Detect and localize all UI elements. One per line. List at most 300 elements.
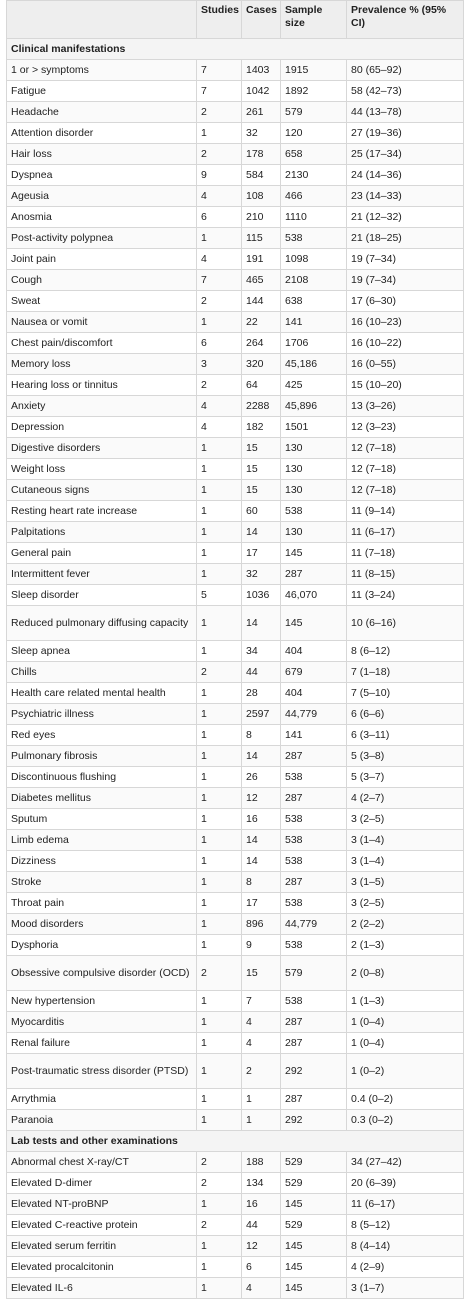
table-row xyxy=(7,956,464,991)
prevalence-cell: 1 (0–4) xyxy=(347,1012,464,1033)
studies-cell: 1 xyxy=(197,935,242,956)
prevalence-cell: 19 (7–34) xyxy=(347,270,464,291)
studies-cell: 1 xyxy=(197,809,242,830)
table-header xyxy=(7,1,464,39)
prevalence-cell: 58 (42–73) xyxy=(347,81,464,102)
prevalence-cell: 3 (1–4) xyxy=(347,830,464,851)
sample-size-cell: 1915 xyxy=(281,60,347,81)
studies-cell: 1 xyxy=(197,788,242,809)
row-label: General pain xyxy=(7,543,197,564)
sample-size-cell: 538 xyxy=(281,830,347,851)
row-label: Palpitations xyxy=(7,522,197,543)
table-row xyxy=(7,704,464,725)
sample-size-cell: 145 xyxy=(281,606,347,641)
cases-cell: 115 xyxy=(242,228,281,249)
studies-cell: 1 xyxy=(197,1012,242,1033)
studies-cell: 1 xyxy=(197,606,242,641)
studies-cell: 4 xyxy=(197,417,242,438)
table-row xyxy=(7,830,464,851)
sample-size-cell: 130 xyxy=(281,459,347,480)
cases-cell: 64 xyxy=(242,375,281,396)
table-row xyxy=(7,914,464,935)
studies-cell: 1 xyxy=(197,641,242,662)
table-row xyxy=(7,1110,464,1131)
sample-size-cell: 529 xyxy=(281,1173,347,1194)
cases-cell: 2 xyxy=(242,1054,281,1089)
row-label: Anosmia xyxy=(7,207,197,228)
table-row xyxy=(7,1054,464,1089)
header-studies: Studies xyxy=(197,1,242,39)
header-cases: Cases xyxy=(242,1,281,39)
header-label xyxy=(7,1,197,39)
studies-cell: 2 xyxy=(197,1173,242,1194)
cases-cell: 44 xyxy=(242,662,281,683)
table-row xyxy=(7,641,464,662)
table-row xyxy=(7,354,464,375)
sample-size-cell: 425 xyxy=(281,375,347,396)
cases-cell: 22 xyxy=(242,312,281,333)
sample-size-cell: 46,070 xyxy=(281,585,347,606)
table-row xyxy=(7,186,464,207)
studies-cell: 1 xyxy=(197,564,242,585)
row-label: Hearing loss or tinnitus xyxy=(7,375,197,396)
cases-cell: 14 xyxy=(242,606,281,641)
row-label: Cough xyxy=(7,270,197,291)
studies-cell: 5 xyxy=(197,585,242,606)
prevalence-cell: 1 (0–4) xyxy=(347,1033,464,1054)
prevalence-cell: 20 (6–39) xyxy=(347,1173,464,1194)
table-row xyxy=(7,809,464,830)
prevalence-cell: 12 (3–23) xyxy=(347,417,464,438)
cases-cell: 9 xyxy=(242,935,281,956)
cases-cell: 320 xyxy=(242,354,281,375)
sample-size-cell: 145 xyxy=(281,1194,347,1215)
table-row xyxy=(7,991,464,1012)
header-row xyxy=(7,1,464,39)
table-row xyxy=(7,1152,464,1173)
table-row xyxy=(7,165,464,186)
sample-size-cell: 404 xyxy=(281,641,347,662)
prevalence-cell: 2 (1–3) xyxy=(347,935,464,956)
table-row xyxy=(7,543,464,564)
cases-cell: 8 xyxy=(242,872,281,893)
studies-cell: 4 xyxy=(197,186,242,207)
prevalence-cell: 11 (6–17) xyxy=(347,522,464,543)
table-row xyxy=(7,585,464,606)
sample-size-cell: 145 xyxy=(281,1278,347,1299)
sample-size-cell: 120 xyxy=(281,123,347,144)
studies-cell: 1 xyxy=(197,480,242,501)
row-label: Nausea or vomit xyxy=(7,312,197,333)
cases-cell: 465 xyxy=(242,270,281,291)
studies-cell: 1 xyxy=(197,725,242,746)
table-row xyxy=(7,851,464,872)
cases-cell: 4 xyxy=(242,1033,281,1054)
studies-cell: 4 xyxy=(197,249,242,270)
prevalence-cell: 3 (1–4) xyxy=(347,851,464,872)
row-label: Weight loss xyxy=(7,459,197,480)
sample-size-cell: 130 xyxy=(281,522,347,543)
sample-size-cell: 145 xyxy=(281,1236,347,1257)
prevalence-cell: 15 (10–20) xyxy=(347,375,464,396)
sample-size-cell: 538 xyxy=(281,809,347,830)
sample-size-cell: 287 xyxy=(281,746,347,767)
table-row xyxy=(7,459,464,480)
table-row xyxy=(7,102,464,123)
prevalence-cell: 1 (1–3) xyxy=(347,991,464,1012)
prevalence-cell: 0.4 (0–2) xyxy=(347,1089,464,1110)
cases-cell: 182 xyxy=(242,417,281,438)
table-row xyxy=(7,1257,464,1278)
prevalence-table xyxy=(6,0,464,1299)
studies-cell: 2 xyxy=(197,102,242,123)
row-label: Psychiatric illness xyxy=(7,704,197,725)
table-row xyxy=(7,375,464,396)
row-label: Memory loss xyxy=(7,354,197,375)
prevalence-cell: 3 (1–7) xyxy=(347,1278,464,1299)
row-label: Mood disorders xyxy=(7,914,197,935)
studies-cell: 1 xyxy=(197,438,242,459)
prevalence-cell: 27 (19–36) xyxy=(347,123,464,144)
cases-cell: 34 xyxy=(242,641,281,662)
cases-cell: 16 xyxy=(242,809,281,830)
cases-cell: 14 xyxy=(242,746,281,767)
sample-size-cell: 1501 xyxy=(281,417,347,438)
cases-cell: 15 xyxy=(242,480,281,501)
studies-cell: 1 xyxy=(197,522,242,543)
studies-cell: 1 xyxy=(197,704,242,725)
row-label: Stroke xyxy=(7,872,197,893)
prevalence-cell: 8 (6–12) xyxy=(347,641,464,662)
row-label: Obsessive compulsive disorder (OCD) xyxy=(7,956,197,991)
table-row xyxy=(7,872,464,893)
studies-cell: 1 xyxy=(197,767,242,788)
table-row xyxy=(7,767,464,788)
prevalence-cell: 12 (7–18) xyxy=(347,480,464,501)
sample-size-cell: 1892 xyxy=(281,81,347,102)
sample-size-cell: 44,779 xyxy=(281,704,347,725)
row-label: Elevated IL-6 xyxy=(7,1278,197,1299)
studies-cell: 1 xyxy=(197,914,242,935)
sample-size-cell: 404 xyxy=(281,683,347,704)
row-label: Attention disorder xyxy=(7,123,197,144)
prevalence-cell: 6 (3–11) xyxy=(347,725,464,746)
row-label: Sweat xyxy=(7,291,197,312)
row-label: 1 or > symptoms xyxy=(7,60,197,81)
table-row xyxy=(7,1173,464,1194)
prevalence-cell: 16 (0–55) xyxy=(347,354,464,375)
cases-cell: 144 xyxy=(242,291,281,312)
sample-size-cell: 287 xyxy=(281,1012,347,1033)
prevalence-cell: 8 (5–12) xyxy=(347,1215,464,1236)
row-label: Paranoia xyxy=(7,1110,197,1131)
cases-cell: 188 xyxy=(242,1152,281,1173)
sample-size-cell: 679 xyxy=(281,662,347,683)
prevalence-cell: 11 (7–18) xyxy=(347,543,464,564)
studies-cell: 2 xyxy=(197,375,242,396)
row-label: New hypertension xyxy=(7,991,197,1012)
studies-cell: 2 xyxy=(197,1152,242,1173)
sample-size-cell: 130 xyxy=(281,438,347,459)
table-row xyxy=(7,270,464,291)
studies-cell: 9 xyxy=(197,165,242,186)
prevalence-cell: 44 (13–78) xyxy=(347,102,464,123)
table-row xyxy=(7,893,464,914)
prevalence-cell: 2 (0–8) xyxy=(347,956,464,991)
header-prevalence: Prevalence % (95% CI) xyxy=(347,1,464,39)
sample-size-cell: 45,896 xyxy=(281,396,347,417)
sample-size-cell: 1098 xyxy=(281,249,347,270)
sample-size-cell: 658 xyxy=(281,144,347,165)
row-label: Digestive disorders xyxy=(7,438,197,459)
cases-cell: 32 xyxy=(242,564,281,585)
prevalence-cell: 12 (7–18) xyxy=(347,459,464,480)
cases-cell: 261 xyxy=(242,102,281,123)
studies-cell: 1 xyxy=(197,893,242,914)
sample-size-cell: 538 xyxy=(281,228,347,249)
cases-cell: 6 xyxy=(242,1257,281,1278)
table-row xyxy=(7,935,464,956)
row-label: Sleep disorder xyxy=(7,585,197,606)
sample-size-cell: 141 xyxy=(281,725,347,746)
prevalence-cell: 25 (17–34) xyxy=(347,144,464,165)
studies-cell: 1 xyxy=(197,1236,242,1257)
studies-cell: 1 xyxy=(197,1110,242,1131)
sample-size-cell: 287 xyxy=(281,872,347,893)
studies-cell: 1 xyxy=(197,1194,242,1215)
table-body xyxy=(7,39,464,1299)
prevalence-cell: 13 (3–26) xyxy=(347,396,464,417)
sample-size-cell: 2108 xyxy=(281,270,347,291)
sample-size-cell: 466 xyxy=(281,186,347,207)
prevalence-cell: 21 (18–25) xyxy=(347,228,464,249)
table-row xyxy=(7,1215,464,1236)
studies-cell: 7 xyxy=(197,60,242,81)
row-label: Joint pain xyxy=(7,249,197,270)
prevalence-cell: 3 (2–5) xyxy=(347,809,464,830)
cases-cell: 17 xyxy=(242,543,281,564)
sample-size-cell: 292 xyxy=(281,1054,347,1089)
sample-size-cell: 538 xyxy=(281,767,347,788)
sample-size-cell: 287 xyxy=(281,1089,347,1110)
row-label: Headache xyxy=(7,102,197,123)
cases-cell: 1036 xyxy=(242,585,281,606)
row-label: Dizziness xyxy=(7,851,197,872)
sample-size-cell: 1110 xyxy=(281,207,347,228)
prevalence-cell: 23 (14–33) xyxy=(347,186,464,207)
studies-cell: 1 xyxy=(197,851,242,872)
row-label: Arrythmia xyxy=(7,1089,197,1110)
cases-cell: 1 xyxy=(242,1110,281,1131)
prevalence-cell: 5 (3–8) xyxy=(347,746,464,767)
table-row xyxy=(7,746,464,767)
studies-cell: 1 xyxy=(197,1278,242,1299)
cases-cell: 16 xyxy=(242,1194,281,1215)
sample-size-cell: 538 xyxy=(281,893,347,914)
table-row xyxy=(7,1278,464,1299)
prevalence-cell: 17 (6–30) xyxy=(347,291,464,312)
cases-cell: 15 xyxy=(242,438,281,459)
sample-size-cell: 287 xyxy=(281,564,347,585)
row-label: Chest pain/discomfort xyxy=(7,333,197,354)
cases-cell: 14 xyxy=(242,830,281,851)
studies-cell: 1 xyxy=(197,746,242,767)
prevalence-cell: 34 (27–42) xyxy=(347,1152,464,1173)
cases-cell: 12 xyxy=(242,1236,281,1257)
cases-cell: 4 xyxy=(242,1012,281,1033)
row-label: Red eyes xyxy=(7,725,197,746)
row-label: Elevated NT-proBNP xyxy=(7,1194,197,1215)
row-label: Discontinuous flushing xyxy=(7,767,197,788)
prevalence-cell: 10 (6–16) xyxy=(347,606,464,641)
prevalence-cell: 7 (5–10) xyxy=(347,683,464,704)
cases-cell: 1 xyxy=(242,1089,281,1110)
prevalence-cell: 1 (0–2) xyxy=(347,1054,464,1089)
header-sample-size: Sample size xyxy=(281,1,347,39)
studies-cell: 1 xyxy=(197,501,242,522)
studies-cell: 1 xyxy=(197,1054,242,1089)
table-row xyxy=(7,1089,464,1110)
studies-cell: 2 xyxy=(197,662,242,683)
studies-cell: 1 xyxy=(197,1089,242,1110)
row-label: Dyspnea xyxy=(7,165,197,186)
sample-size-cell: 292 xyxy=(281,1110,347,1131)
cases-cell: 28 xyxy=(242,683,281,704)
sample-size-cell: 287 xyxy=(281,788,347,809)
table-row xyxy=(7,291,464,312)
studies-cell: 3 xyxy=(197,354,242,375)
row-label: Elevated procalcitonin xyxy=(7,1257,197,1278)
prevalence-cell: 6 (6–6) xyxy=(347,704,464,725)
cases-cell: 14 xyxy=(242,851,281,872)
sample-size-cell: 1706 xyxy=(281,333,347,354)
prevalence-cell: 11 (9–14) xyxy=(347,501,464,522)
table-row xyxy=(7,1012,464,1033)
row-label: Sleep apnea xyxy=(7,641,197,662)
studies-cell: 2 xyxy=(197,1215,242,1236)
sample-size-cell: 579 xyxy=(281,102,347,123)
table-row xyxy=(7,249,464,270)
prevalence-cell: 3 (1–5) xyxy=(347,872,464,893)
cases-cell: 191 xyxy=(242,249,281,270)
sample-size-cell: 538 xyxy=(281,991,347,1012)
row-label: Sputum xyxy=(7,809,197,830)
cases-cell: 178 xyxy=(242,144,281,165)
sample-size-cell: 45,186 xyxy=(281,354,347,375)
table-row xyxy=(7,417,464,438)
prevalence-cell: 11 (8–15) xyxy=(347,564,464,585)
cases-cell: 15 xyxy=(242,956,281,991)
sample-size-cell: 579 xyxy=(281,956,347,991)
cases-cell: 8 xyxy=(242,725,281,746)
prevalence-cell: 11 (6–17) xyxy=(347,1194,464,1215)
prevalence-cell: 16 (10–22) xyxy=(347,333,464,354)
table-row xyxy=(7,438,464,459)
row-label: Hair loss xyxy=(7,144,197,165)
table-row xyxy=(7,480,464,501)
row-label: Ageusia xyxy=(7,186,197,207)
cases-cell: 7 xyxy=(242,991,281,1012)
row-label: Elevated C-reactive protein xyxy=(7,1215,197,1236)
row-label: Post-activity polypnea xyxy=(7,228,197,249)
cases-cell: 134 xyxy=(242,1173,281,1194)
prevalence-cell: 19 (7–34) xyxy=(347,249,464,270)
studies-cell: 1 xyxy=(197,830,242,851)
sample-size-cell: 538 xyxy=(281,501,347,522)
sample-size-cell: 287 xyxy=(281,1033,347,1054)
sample-size-cell: 538 xyxy=(281,935,347,956)
studies-cell: 7 xyxy=(197,81,242,102)
studies-cell: 1 xyxy=(197,312,242,333)
sample-size-cell: 44,779 xyxy=(281,914,347,935)
cases-cell: 1042 xyxy=(242,81,281,102)
sample-size-cell: 145 xyxy=(281,543,347,564)
table-row xyxy=(7,788,464,809)
studies-cell: 1 xyxy=(197,683,242,704)
row-label: Myocarditis xyxy=(7,1012,197,1033)
prevalence-cell: 80 (65–92) xyxy=(347,60,464,81)
sample-size-cell: 2130 xyxy=(281,165,347,186)
prevalence-cell: 21 (12–32) xyxy=(347,207,464,228)
studies-cell: 2 xyxy=(197,956,242,991)
studies-cell: 2 xyxy=(197,144,242,165)
table-row xyxy=(7,501,464,522)
studies-cell: 7 xyxy=(197,270,242,291)
table-row xyxy=(7,606,464,641)
cases-cell: 17 xyxy=(242,893,281,914)
prevalence-cell: 11 (3–24) xyxy=(347,585,464,606)
studies-cell: 1 xyxy=(197,543,242,564)
cases-cell: 4 xyxy=(242,1278,281,1299)
table-row xyxy=(7,207,464,228)
row-label: Post-traumatic stress disorder (PTSD) xyxy=(7,1054,197,1089)
row-label: Pulmonary fibrosis xyxy=(7,746,197,767)
studies-cell: 1 xyxy=(197,872,242,893)
table-row xyxy=(7,333,464,354)
cases-cell: 15 xyxy=(242,459,281,480)
prevalence-cell: 4 (2–7) xyxy=(347,788,464,809)
row-label: Fatigue xyxy=(7,81,197,102)
cases-cell: 264 xyxy=(242,333,281,354)
prevalence-cell: 24 (14–36) xyxy=(347,165,464,186)
table-row xyxy=(7,228,464,249)
section-title: Lab tests and other examinations xyxy=(7,1131,464,1152)
table-row xyxy=(7,683,464,704)
sample-size-cell: 141 xyxy=(281,312,347,333)
cases-cell: 584 xyxy=(242,165,281,186)
row-label: Chills xyxy=(7,662,197,683)
prevalence-cell: 12 (7–18) xyxy=(347,438,464,459)
prevalence-cell: 0.3 (0–2) xyxy=(347,1110,464,1131)
table-row xyxy=(7,662,464,683)
prevalence-cell: 16 (10–23) xyxy=(347,312,464,333)
studies-cell: 1 xyxy=(197,991,242,1012)
row-label: Depression xyxy=(7,417,197,438)
table-row xyxy=(7,396,464,417)
studies-cell: 1 xyxy=(197,1257,242,1278)
row-label: Renal failure xyxy=(7,1033,197,1054)
prevalence-cell: 5 (3–7) xyxy=(347,767,464,788)
cases-cell: 1403 xyxy=(242,60,281,81)
sample-size-cell: 638 xyxy=(281,291,347,312)
cases-cell: 2597 xyxy=(242,704,281,725)
prevalence-cell: 7 (1–18) xyxy=(347,662,464,683)
row-label: Intermittent fever xyxy=(7,564,197,585)
row-label: Anxiety xyxy=(7,396,197,417)
row-label: Cutaneous signs xyxy=(7,480,197,501)
table-row xyxy=(7,1236,464,1257)
cases-cell: 108 xyxy=(242,186,281,207)
